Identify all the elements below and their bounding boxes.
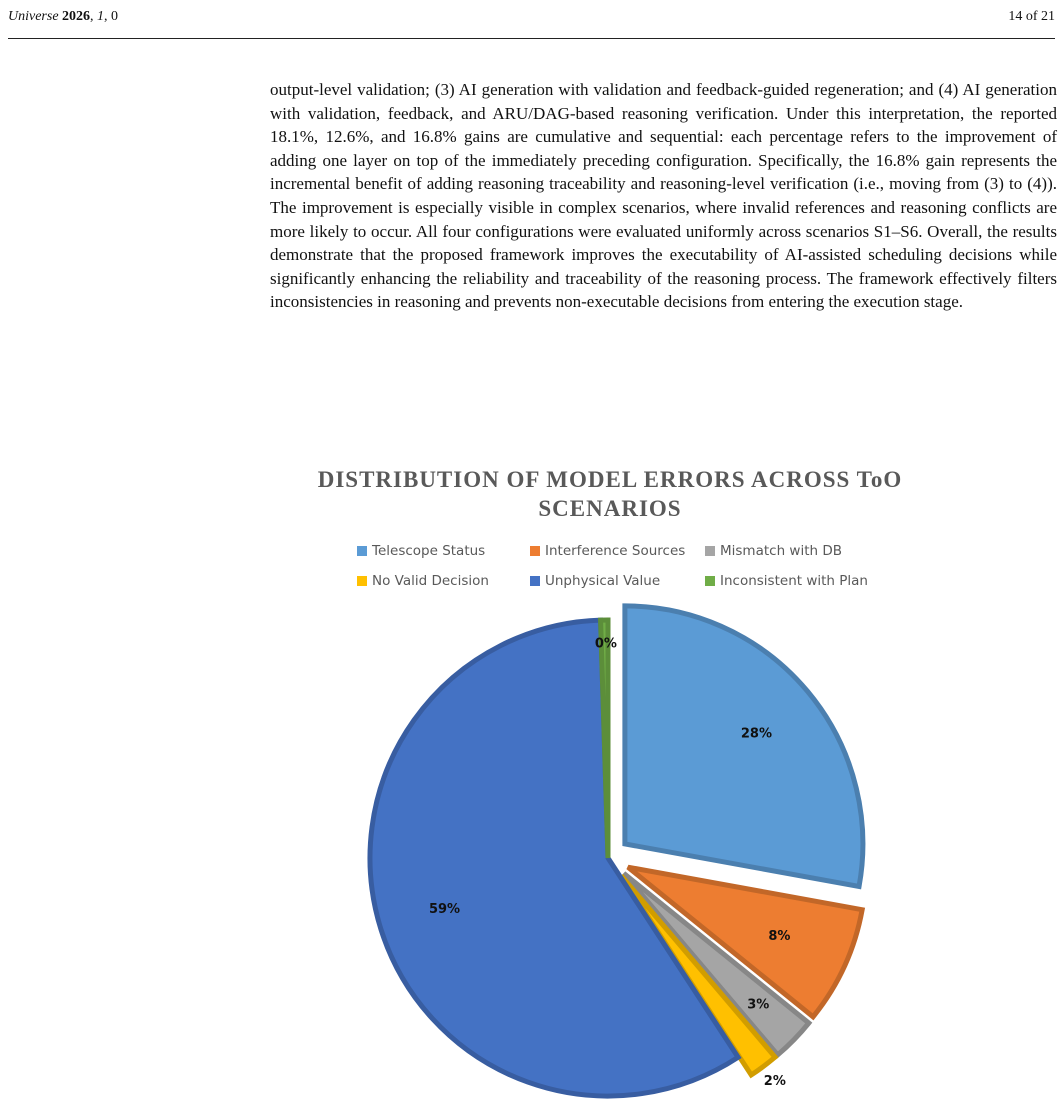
journal-name: Universe bbox=[8, 9, 59, 24]
data-label: 3% bbox=[747, 997, 770, 1013]
pie-svg bbox=[250, 455, 970, 1109]
journal-year: 2026 bbox=[62, 9, 91, 24]
legend-label: Mismatch with DB bbox=[720, 543, 843, 559]
journal-citation: Universe 2026, 1, 0 bbox=[8, 9, 119, 24]
pie-chart bbox=[250, 455, 970, 1109]
page-header bbox=[8, 8, 1055, 39]
pie-slice bbox=[625, 606, 863, 887]
journal-volume: 1 bbox=[97, 9, 105, 24]
data-label: 0% bbox=[594, 636, 617, 652]
data-label: 2% bbox=[763, 1074, 786, 1090]
legend-label: Unphysical Value bbox=[545, 573, 661, 589]
legend-label: No Valid Decision bbox=[372, 573, 489, 589]
legend-label: Interference Sources bbox=[545, 543, 686, 559]
legend-label: Inconsistent with Plan bbox=[720, 573, 868, 589]
legend-label: Telescope Status bbox=[372, 543, 486, 559]
chart-title: DISTRIBUTION OF MODEL ERRORS ACROSS ToO SCENARIOS bbox=[317, 467, 903, 521]
data-label: 28% bbox=[740, 726, 773, 742]
data-label: 59% bbox=[428, 901, 461, 917]
data-label: 8% bbox=[768, 929, 791, 945]
page-number: 14 of 21 bbox=[1008, 9, 1055, 24]
body-paragraph: output-level validation; (3) AI generation with validation and feedback-guided regeneration; and (4) AI generation with validation, feedback, and ARU/DAG-based reasoning verification. Under this interpretation, the reported 18.1%, 12.6%, and 16.8% gains are cumulative and sequential: each percentage refers to the improvement of adding one layer on top of the immediately preceding configuration. Specifically, the 16.8% gain represents the incremental benefit of adding reasoning traceability and reasoning-level verification (i.e., moving from (3) to (4)). The improvement is especially visible in complex scenarios, where invalid references and reasoning conflicts are more likely to occur. All four configurations were evaluated uniformly across scenarios S1–S6. Overall, the results demonstrate that the proposed framework improves the executability of AI-assisted scheduling decisions while significantly enhancing the reliability and traceability of the reasoning process. The framework effectively filters inconsistencies in reasoning and prevents non-executable decisions from entering the execution stage. bbox=[270, 80, 1057, 312]
article-number: , 0 bbox=[104, 9, 119, 24]
